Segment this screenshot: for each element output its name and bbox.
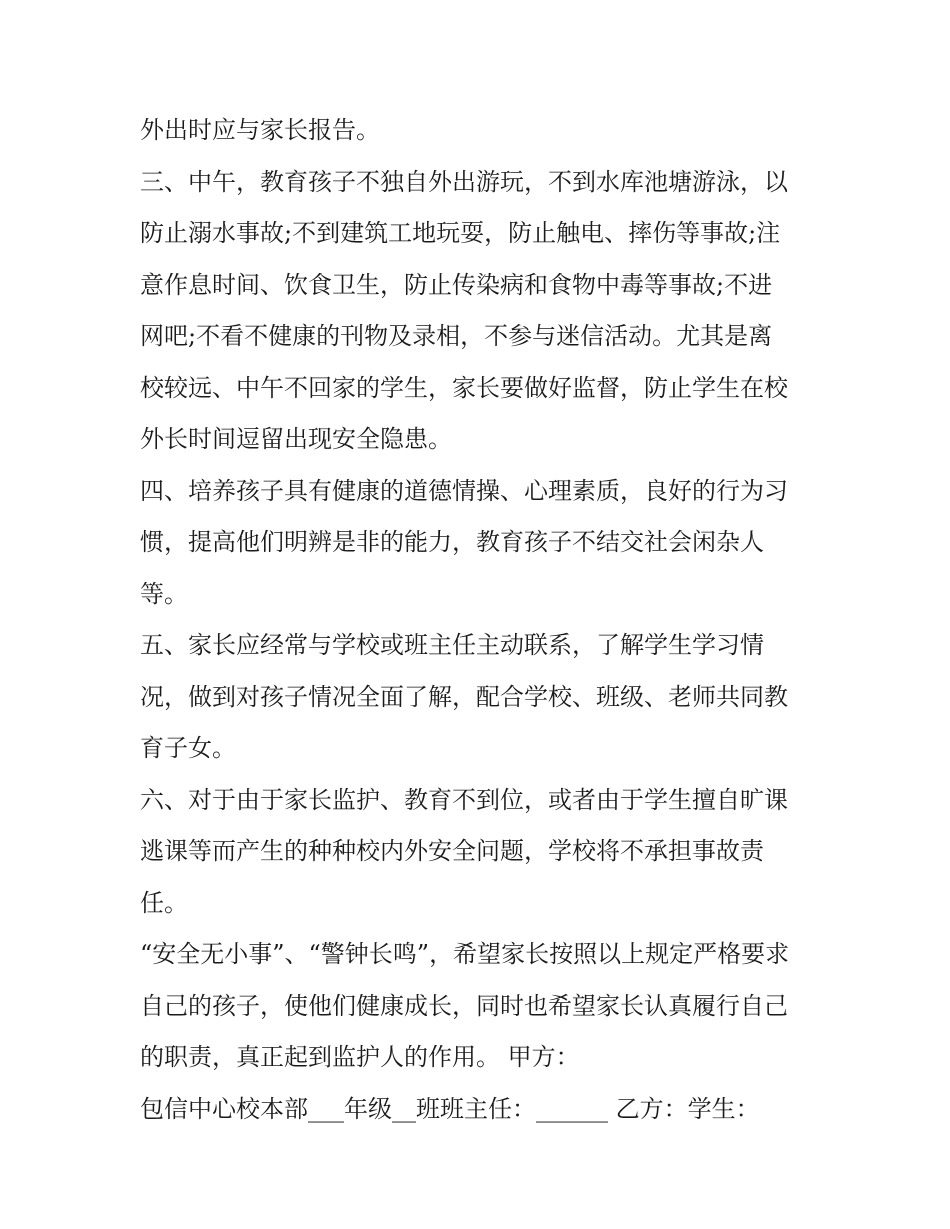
- text-line: 四、培养孩子具有健康的道德情操、心理素质，良好的行为习: [140, 476, 788, 505]
- text-line: 的职责，真正起到监护人的作用。 甲方：: [140, 1043, 580, 1071]
- text-line: 等。: [140, 579, 188, 608]
- text-line: 校较远、中午不回家的学生，家长要做好监督，防止学生在校: [140, 373, 788, 402]
- text-line: 任。: [140, 888, 188, 917]
- text-line: 况，做到对孩子情况全面了解，配合学校、班级、老师共同教: [140, 682, 788, 711]
- text-line: 惯，提高他们明辨是非的能力，教育孩子不结交社会闲杂人: [140, 528, 764, 556]
- text-line: 自己的孩子，使他们健康成长，同时也希望家长认真履行自己: [140, 991, 788, 1020]
- text-line: 三、中午，教育孩子不独自外出游玩，不到水库池塘游泳，以: [140, 167, 788, 196]
- text-line: 外长时间逗留出现安全隐患。: [140, 425, 452, 453]
- text-line: 外出时应与家长报告。: [140, 116, 380, 144]
- text-line: 包信中心校本部___年级__班班主任：______ 乙方：学生：: [140, 1094, 760, 1123]
- text-line: 五、家长应经常与学校或班主任主动联系，了解学生学习情: [140, 631, 764, 659]
- text-line: 网吧;不看不健康的刊物及录相，不参与迷信活动。尤其是离: [140, 322, 773, 350]
- text-line: 意作息时间、饮食卫生，防止传染病和食物中毒等事故;不进: [140, 270, 773, 299]
- text-line: 逃课等而产生的种种校内外安全问题，学校将不承担事故责: [140, 837, 764, 865]
- text-line: 六、对于由于家长监护、教育不到位，或者由于学生擅自旷课: [140, 785, 788, 814]
- text-line: 防止溺水事故;不到建筑工地玩耍，防止触电、摔伤等事故;注: [140, 219, 781, 247]
- text-line: 育子女。: [140, 734, 236, 762]
- document-body: [140, 105, 820, 1135]
- text-line: “安全无小事”、“警钟长鸣”，希望家长按照以上规定严格要求: [140, 940, 790, 968]
